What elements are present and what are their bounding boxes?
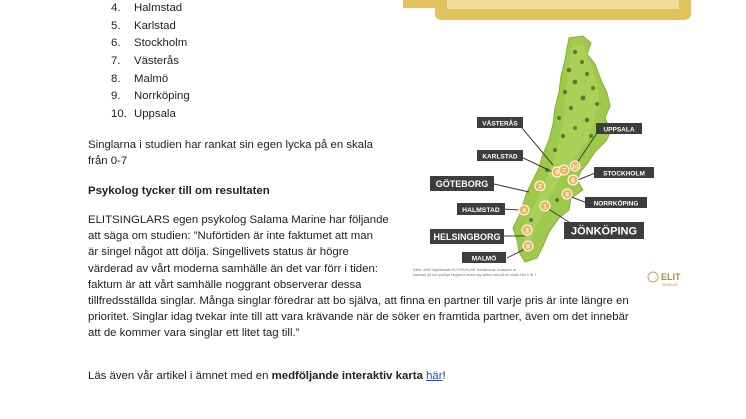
svg-text:4: 4 [522,207,526,215]
quote-line: ELITSINGLARS egen psykolog Salama Marine har följande [88,214,389,226]
animal-icon [553,148,557,152]
tree-icon [529,218,533,222]
svg-text:7: 7 [562,167,566,175]
svg-text:3: 3 [525,227,529,235]
elitsinglar-logo [648,272,681,287]
quote-line: prioritet. Singlar idag tvekar inte till att vara krävande när de söker en framtida partner, även om det innebär [88,311,629,324]
quote-line: att säga om studien: ”Nuförtiden är inte faktumet att man [88,230,373,243]
label-norrkoping: NORRKÖPING [593,200,639,208]
tree-icon [591,86,595,90]
quote-line: faktum är att vårt samhälle noggrant observerar dessa [88,278,362,291]
logo-text: ELIT [661,272,681,282]
house-icon [567,68,572,73]
svg-text:6: 6 [571,177,575,185]
source-line-2: baserad på hur lyckliga singlarna anser sig själva vara på en skala från 0 till 7 [413,273,537,277]
logo-subtext: SINGLAR [662,283,678,287]
tree-icon [563,90,567,94]
logo-emblem-icon [648,272,658,282]
closing-paragraph: Läs även vår artikel i ämnet med en medföljande interaktiv karta här! [88,370,446,382]
sweden-happiness-map [397,0,697,295]
quote-line: tillfredsställda singlar. Många singlar föredrar att bo själva, att finna en partner till varje pris är inte längre en [88,295,629,308]
svg-text:5: 5 [555,169,559,177]
house-icon [555,198,559,202]
quote-line: värderad av vårt moderna samhälle än det var förr i tiden: [88,262,378,275]
label-stockholm: STOCKHOLM [603,170,645,178]
tree-icon [557,116,561,120]
label-vasteras: VÄSTERÅS [482,120,518,128]
label-uppsala: UPPSALA [603,126,635,134]
svg-text:8: 8 [526,243,530,251]
svg-text:2: 2 [538,183,542,191]
source-line-1: Källa: 4952 registrerade ELITSINGLAR-medlemmar. Analysen är [413,268,517,272]
label-jonkoping: JÖNKÖPING [570,225,638,238]
tree-icon [580,60,584,64]
label-malmo: MALMÖ [471,255,497,263]
tree-icon [573,50,577,54]
scale-paragraph [88,137,373,169]
tree-icon [589,134,593,138]
map-emphasis: medföljande interaktiv karta [271,370,423,382]
label-goteborg: GÖTEBORG [435,179,489,189]
svg-text:10: 10 [571,164,579,171]
animal-icon [573,80,578,85]
tree-icon [561,134,565,138]
tree-icon [585,118,590,123]
label-karlstad: KARLSTAD [482,153,518,161]
label-halmstad: HALMSTAD [462,207,500,214]
label-helsingborg: HELSINGBORG [433,232,501,242]
quote-line: att de kommer vara singlar ett litet tag till.” [88,327,300,340]
svg-text:9: 9 [565,191,569,199]
section-heading: Psykolog tycker till om resultaten [88,185,270,197]
tree-icon [595,102,599,106]
house-icon [581,96,586,101]
scale-line-2: från 0-7 [88,155,128,168]
banner-inner [447,0,679,9]
svg-text:1: 1 [543,203,547,211]
quote-line: är singel något att dölja. Singellivets status är högre [88,246,349,259]
scale-line-1: Singlarna i studien har rankat sin egen lycka på en skala [88,139,373,151]
document-page: 4. Halmstad 5. Karlstad 6. Stockholm 7. Västerås 8. Malmö 9. Norrköping 10. Uppsala Singlarna i studien har rankat sin egen lycka på en skala från 0-7 Psykolog tycker till om resultaten ELITSINGLARS egen psykolog Salama Marine har följande att säga om studien: ”Nuförtiden är inte faktumet att man är singel något att dölja. Singellivets status är högre värderad av vårt moderna samhälle än det var förr i tiden: faktum är att vårt samhälle noggrant observerar dessa tillfredsställda singlar. Många singlar föredrar att bo själva, att finna en partner till varje pris är inte längre en prioritet. Singlar idag tvekar inte till att vara krävande när de söker en framtida partner, även om det innebär att de kommer vara singlar ett litet tag till.” Läs även vår artikel i ämnet med en medföljande interaktiv karta här! VÄSTERÅS UPPSALA KARLSTAD STOCKHOLM GÖTEBORG NORRKÖPING HALMSTAD JÖNKÖPING HELSINGBORG MALMÖ 1 2 3 4 5 6 7 8 9 10 Källa: 4952 registrerade ELITSINGLAR-medlemmar. Analysen är baserad på hur lyckliga singlarna anser sig själva vara på en skala från 0 till 7 ELIT SINGLAR [0,0,746,419]
article-link[interactable]: här [426,370,443,382]
tree-icon [585,72,589,76]
animal-icon [569,106,573,110]
house-icon [573,126,577,130]
